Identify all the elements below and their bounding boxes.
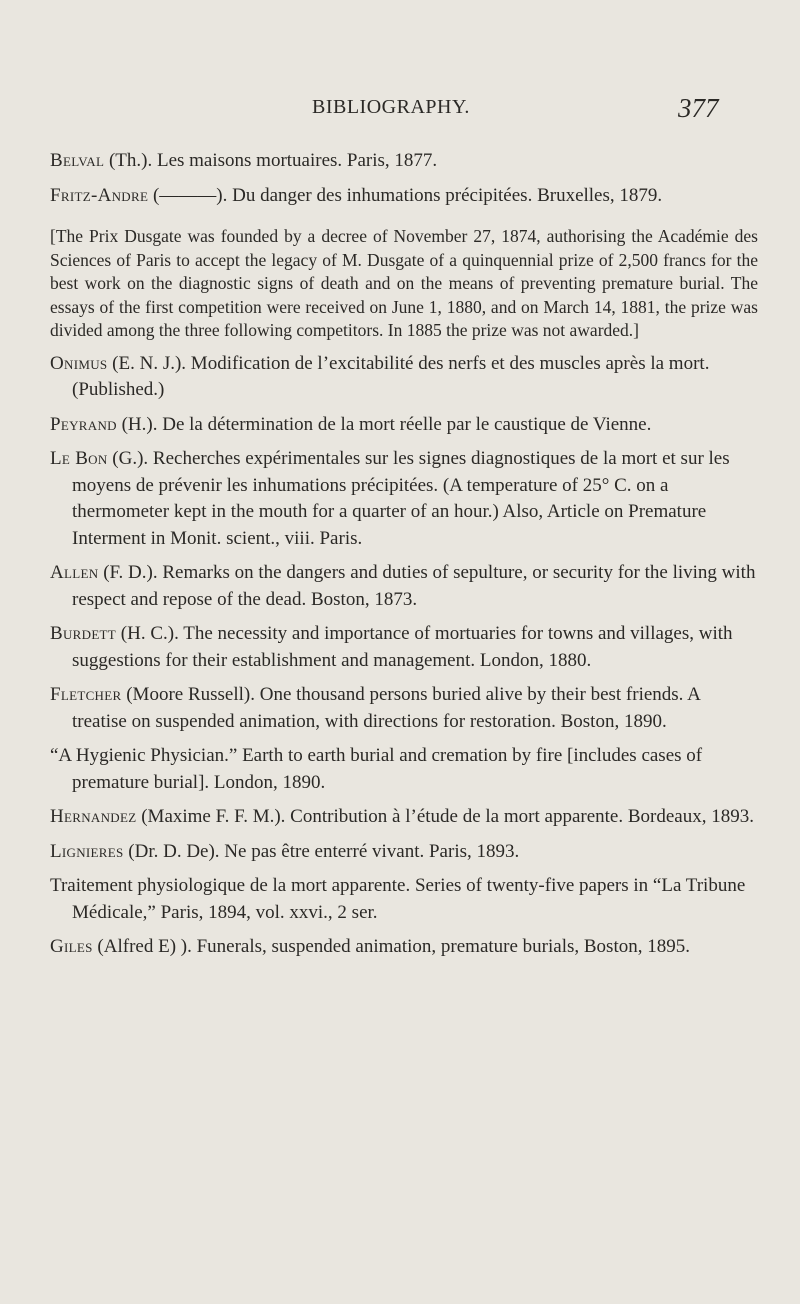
bib-entry-hernandez — [50, 804, 758, 831]
entry-author: Fletcher — [50, 684, 122, 705]
bib-entry-allen — [50, 560, 758, 613]
bib-entry-hygienic-physician — [50, 743, 758, 796]
bib-entry-traitement: Traitement physiologique de la mort apparente. Series of twenty-five papers in “La Tribune Médicale,” Paris, 1894, vol. xxvi., 2 ser. — [50, 875, 746, 923]
entry-details: (E. N. J.). Modification de l’excitabilité des nerfs et des muscles après la mort. (Published.) — [72, 352, 710, 400]
bibliography-body — [50, 148, 758, 969]
entry-author: Belval — [50, 150, 105, 171]
entry-details: (Alfred E) ). Funerals, suspended animation, premature burials, Boston, 1895. — [92, 936, 690, 957]
running-title: BIBLIOGRAPHY. — [312, 96, 470, 118]
entry-details: (Moore Russell). One thousand persons buried alive by their best friends. A treatise on suspended animation, with directions for restoration. Boston, 1890. — [72, 684, 700, 732]
entry-details: (———). Du danger des inhumations précipitées. Bruxelles, 1879. — [148, 184, 663, 206]
bib-entry-fritz-andre — [50, 183, 758, 210]
entry-details: (H.). De la détermination de la mort réelle par le caustique de Vienne. — [116, 413, 652, 435]
entry-details: (Maxime F. F. M.). Contribution à l’étude de la mort apparente. Bordeaux, 1893. — [136, 806, 754, 827]
entry-details: “A Hygienic Physician.” Earth to earth burial and cremation by fire [includes cases of premature burial]. London, 1890. — [50, 745, 703, 793]
bib-entry-fletcher — [50, 682, 758, 735]
bib-entry-onimus — [50, 351, 758, 404]
bib-entry-lignieres — [50, 839, 758, 866]
entry-author: Le Bon — [50, 448, 108, 469]
entry-details: (F. D.). Remarks on the dangers and duties of sepulture, or security for the living with respect and repose of the dead. Boston, 1873. — [72, 562, 756, 610]
entry-author: Allen — [50, 562, 99, 583]
bib-entry-le-bon — [50, 446, 758, 552]
running-header — [0, 93, 800, 126]
bib-entry-peyrand — [50, 412, 758, 439]
entry-details: (G.). Recherches expérimentales sur les signes diagnostiques de la mort et sur les moyens de prévenir les inhumations précipitées. (A temperature of 25° C. on a thermometer kept in the mouth for a quarter of an hour.) Also, Article on Premature Interment in Monit. scient., viii. Paris. — [72, 448, 730, 549]
entry-details: (H. C.). The necessity and importance of mortuaries for towns and villages, with suggestions for their establishment and management. London, 1880. — [72, 623, 733, 671]
entry-details: (Th.). Les maisons mortuaires. Paris, 1877. — [104, 150, 438, 171]
entry-details: (Dr. D. De). Ne pas être enterré vivant. Paris, 1893. — [123, 840, 520, 862]
bib-entry-giles — [50, 934, 758, 961]
entry-author: Burdett — [50, 623, 117, 644]
bib-entry-belval — [50, 148, 758, 175]
entry-author: Giles — [50, 936, 93, 957]
entry-author: Hernandez — [50, 806, 137, 827]
entry-author: Peyrand — [50, 413, 117, 435]
bib-entry-burdett — [50, 621, 758, 674]
prix-dusgate-note: [The Prix Dusgate was founded by a decree of November 27, 1874, authorising the Académie des Sciences of Paris to accept the legacy of M. Dusgate of a quinquennial prize of 2,500 francs for the best work on the diagnostic signs of death and on the means of preventing premature burial. The essays of the first competition were received on June 1, 1880, and on March 14, 1881, the prize was divided among the three following competitors. In 1885 the prize was not awarded.] — [50, 226, 758, 340]
entry-author: Onimus — [50, 352, 108, 374]
entry-author: Lignieres — [50, 840, 124, 862]
entry-author: Fritz-Andre — [50, 184, 149, 206]
page-number: 377 — [678, 93, 719, 123]
